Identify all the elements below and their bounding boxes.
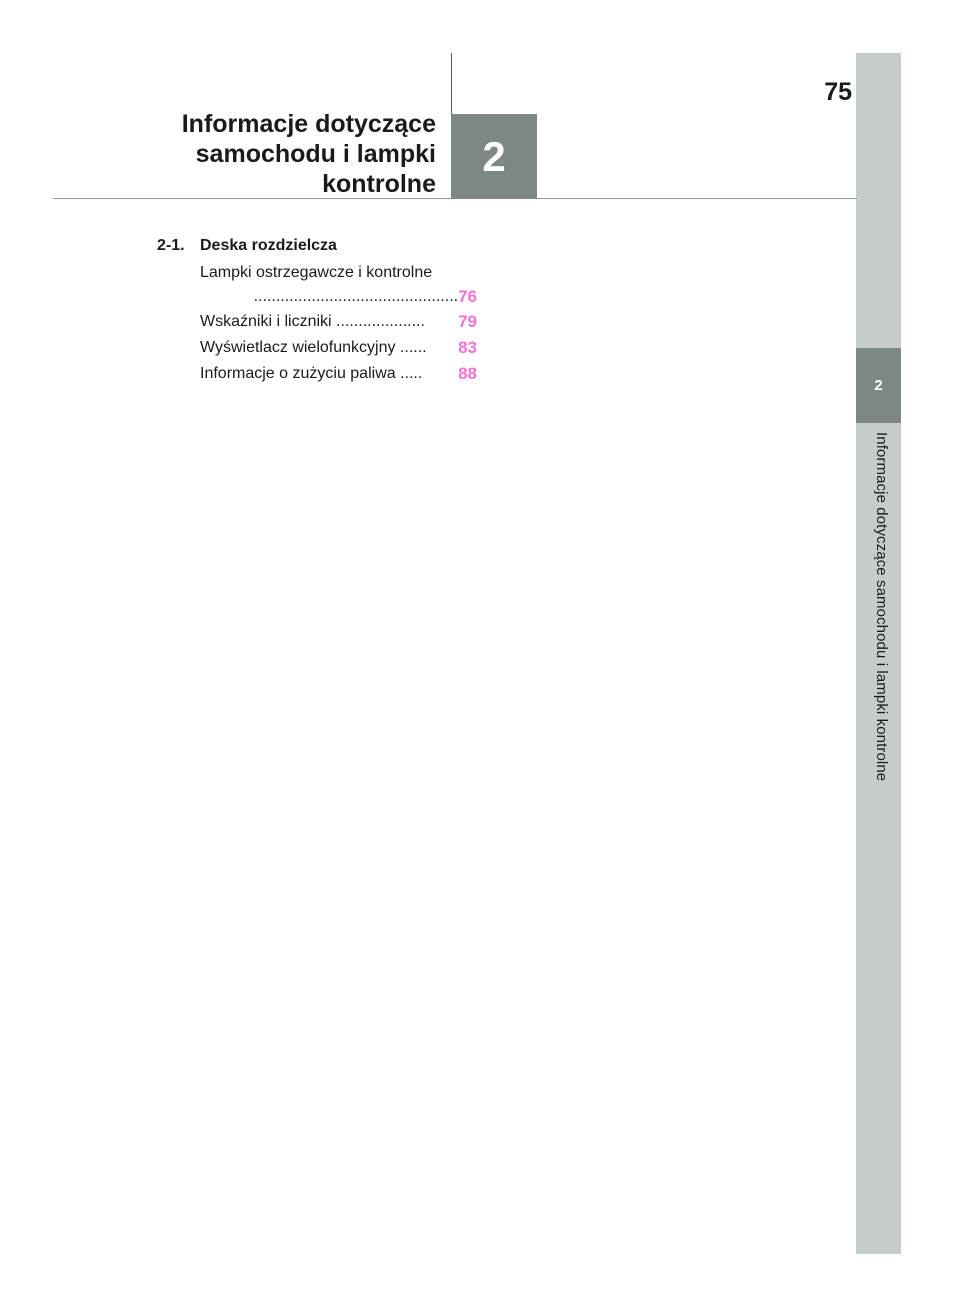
toc-entry-label: Lampki ostrzegawcze i kontrolne <box>200 264 433 281</box>
toc-entry-dots: ...... <box>399 339 427 356</box>
toc-section-number: 2-1. <box>157 237 185 254</box>
toc-entry-dots: .............................................. <box>253 288 459 305</box>
toc-entry-label: Wyświetlacz wielofunkcyjny <box>200 339 396 356</box>
toc-section-title: Deska rozdzielcza <box>200 237 337 254</box>
chapter-number-box: 2 <box>451 114 537 199</box>
toc-page-link[interactable]: 76 <box>458 287 477 306</box>
chapter-title-line: kontrolne <box>322 170 436 198</box>
toc-section-heading <box>157 235 477 257</box>
toc-entry[interactable] <box>200 335 477 361</box>
toc-entry[interactable] <box>200 309 477 335</box>
toc-entry-dots: ..... <box>400 365 423 382</box>
toc-entry[interactable] <box>200 361 477 387</box>
toc-page-link[interactable]: 88 <box>458 364 477 383</box>
chapter-title-line: samochodu i lampki <box>195 140 436 168</box>
toc-entry[interactable] <box>200 261 477 309</box>
side-tab-label: Informacje dotyczące samochodu i lampki kontrolne <box>873 432 890 782</box>
table-of-contents <box>157 235 477 387</box>
page-number: 75 <box>824 78 852 106</box>
toc-page-link[interactable]: 83 <box>458 338 477 357</box>
chapter-title-line: Informacje dotyczące <box>181 110 436 138</box>
toc-entry-label: Wskaźniki i liczniki <box>200 313 332 330</box>
toc-entry-leader <box>200 285 477 309</box>
toc-entry-dots: .................... <box>336 313 425 330</box>
side-tab-number: 2 <box>856 348 901 423</box>
toc-entry-label: Informacje o zużyciu paliwa <box>200 365 396 382</box>
chapter-title <box>116 109 436 199</box>
toc-page-link[interactable]: 79 <box>458 312 477 331</box>
